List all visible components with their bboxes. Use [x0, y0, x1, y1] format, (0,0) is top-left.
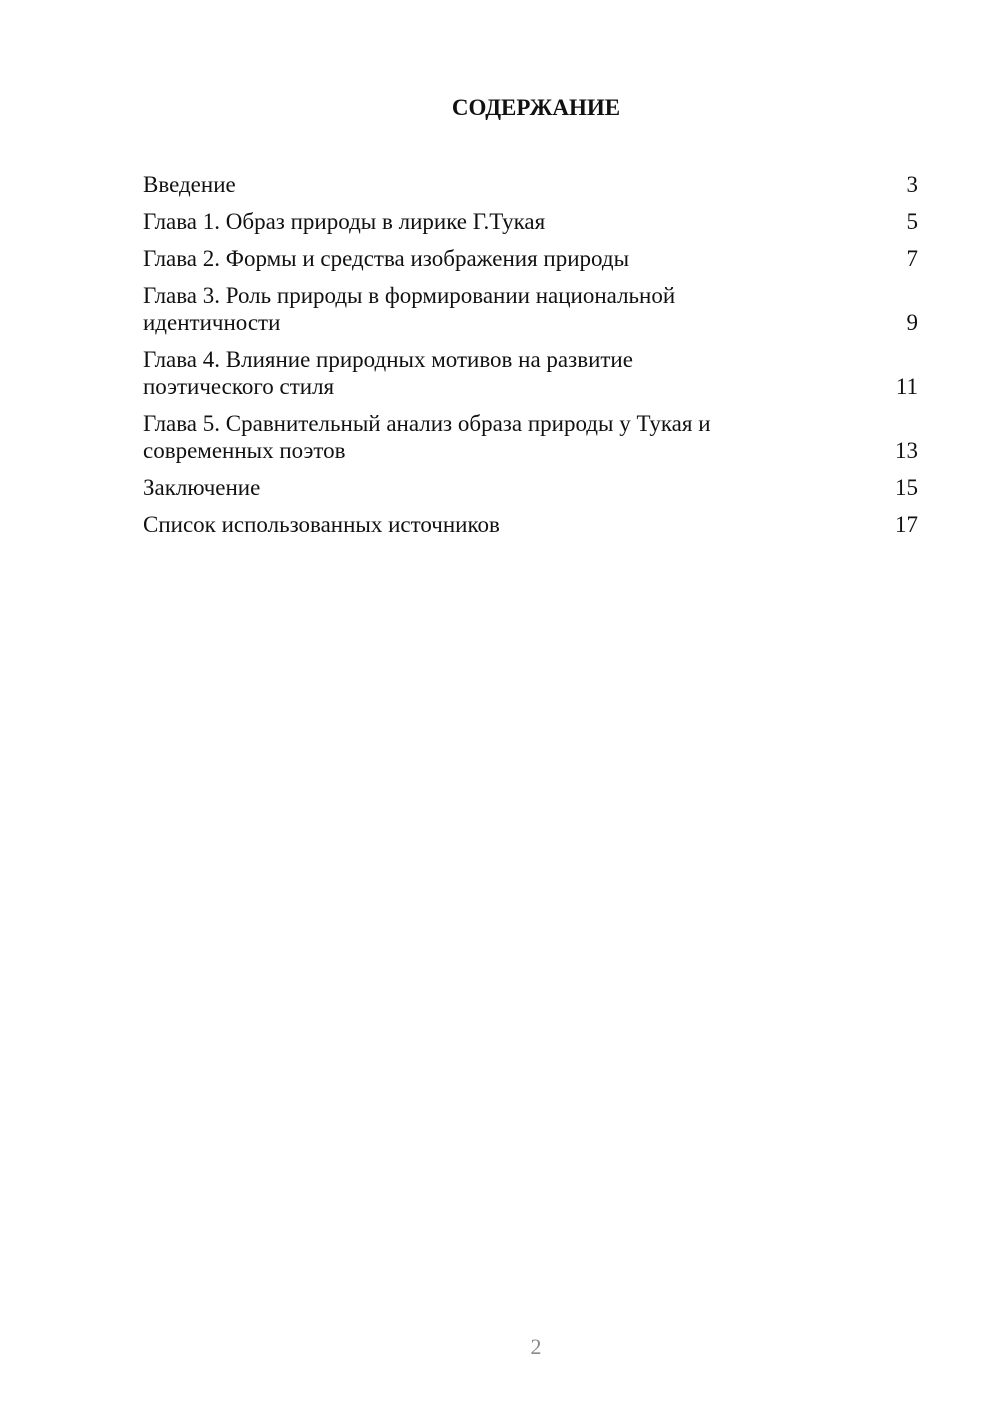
toc-entry[interactable]	[143, 245, 918, 272]
toc-entry[interactable]	[143, 346, 918, 400]
toc-entry-title-line: Список использованных источников	[143, 512, 500, 537]
toc-entry-title	[143, 208, 545, 235]
toc-entry-title-line: современных поэтов	[143, 438, 346, 463]
toc-entry[interactable]	[143, 171, 918, 198]
toc-entry-title-line: Глава 2. Формы и средства изображения природы	[143, 246, 630, 271]
toc-entry[interactable]	[143, 208, 918, 235]
toc-entry-page: 17	[895, 512, 918, 537]
toc-entry-page: 5	[906, 209, 918, 234]
toc-entry-title-line: Заключение	[143, 475, 261, 500]
toc-entry-title-line: идентичности	[143, 310, 281, 335]
toc-entry-page: 9	[906, 310, 918, 335]
page-number: 2	[530, 1334, 542, 1359]
toc-entry-title	[143, 346, 633, 400]
table-of-contents	[143, 171, 918, 548]
toc-entry-title-line: Введение	[143, 172, 236, 197]
toc-entry-title-line: поэтического стиля	[143, 374, 335, 399]
toc-entry[interactable]	[143, 410, 918, 464]
toc-entry[interactable]	[143, 474, 918, 501]
toc-entry-page: 15	[895, 475, 918, 500]
toc-entry-title	[143, 511, 500, 538]
toc-entry-page: 7	[906, 246, 918, 271]
toc-entry-title-line: Глава 3. Роль природы в формировании национальной	[143, 283, 676, 308]
toc-entry[interactable]	[143, 511, 918, 538]
toc-entry-title-line: Глава 4. Влияние природных мотивов на развитие	[143, 347, 633, 372]
toc-entry-title	[143, 171, 236, 198]
toc-entry-page: 13	[895, 438, 918, 463]
toc-entry-title	[143, 282, 675, 336]
toc-entry-page: 3	[906, 172, 918, 197]
toc-entry-title	[143, 410, 711, 464]
toc-entry-title-line: Глава 1. Образ природы в лирике Г.Тукая	[143, 209, 546, 234]
toc-entry-title	[143, 474, 260, 501]
toc-entry[interactable]	[143, 282, 918, 336]
toc-entry-page: 11	[895, 374, 918, 399]
toc-entry-title-line: Глава 5. Сравнительный анализ образа природы у Тукая и	[143, 411, 711, 436]
page-title: СОДЕРЖАНИЕ	[451, 95, 621, 120]
toc-entry-title	[143, 245, 629, 272]
